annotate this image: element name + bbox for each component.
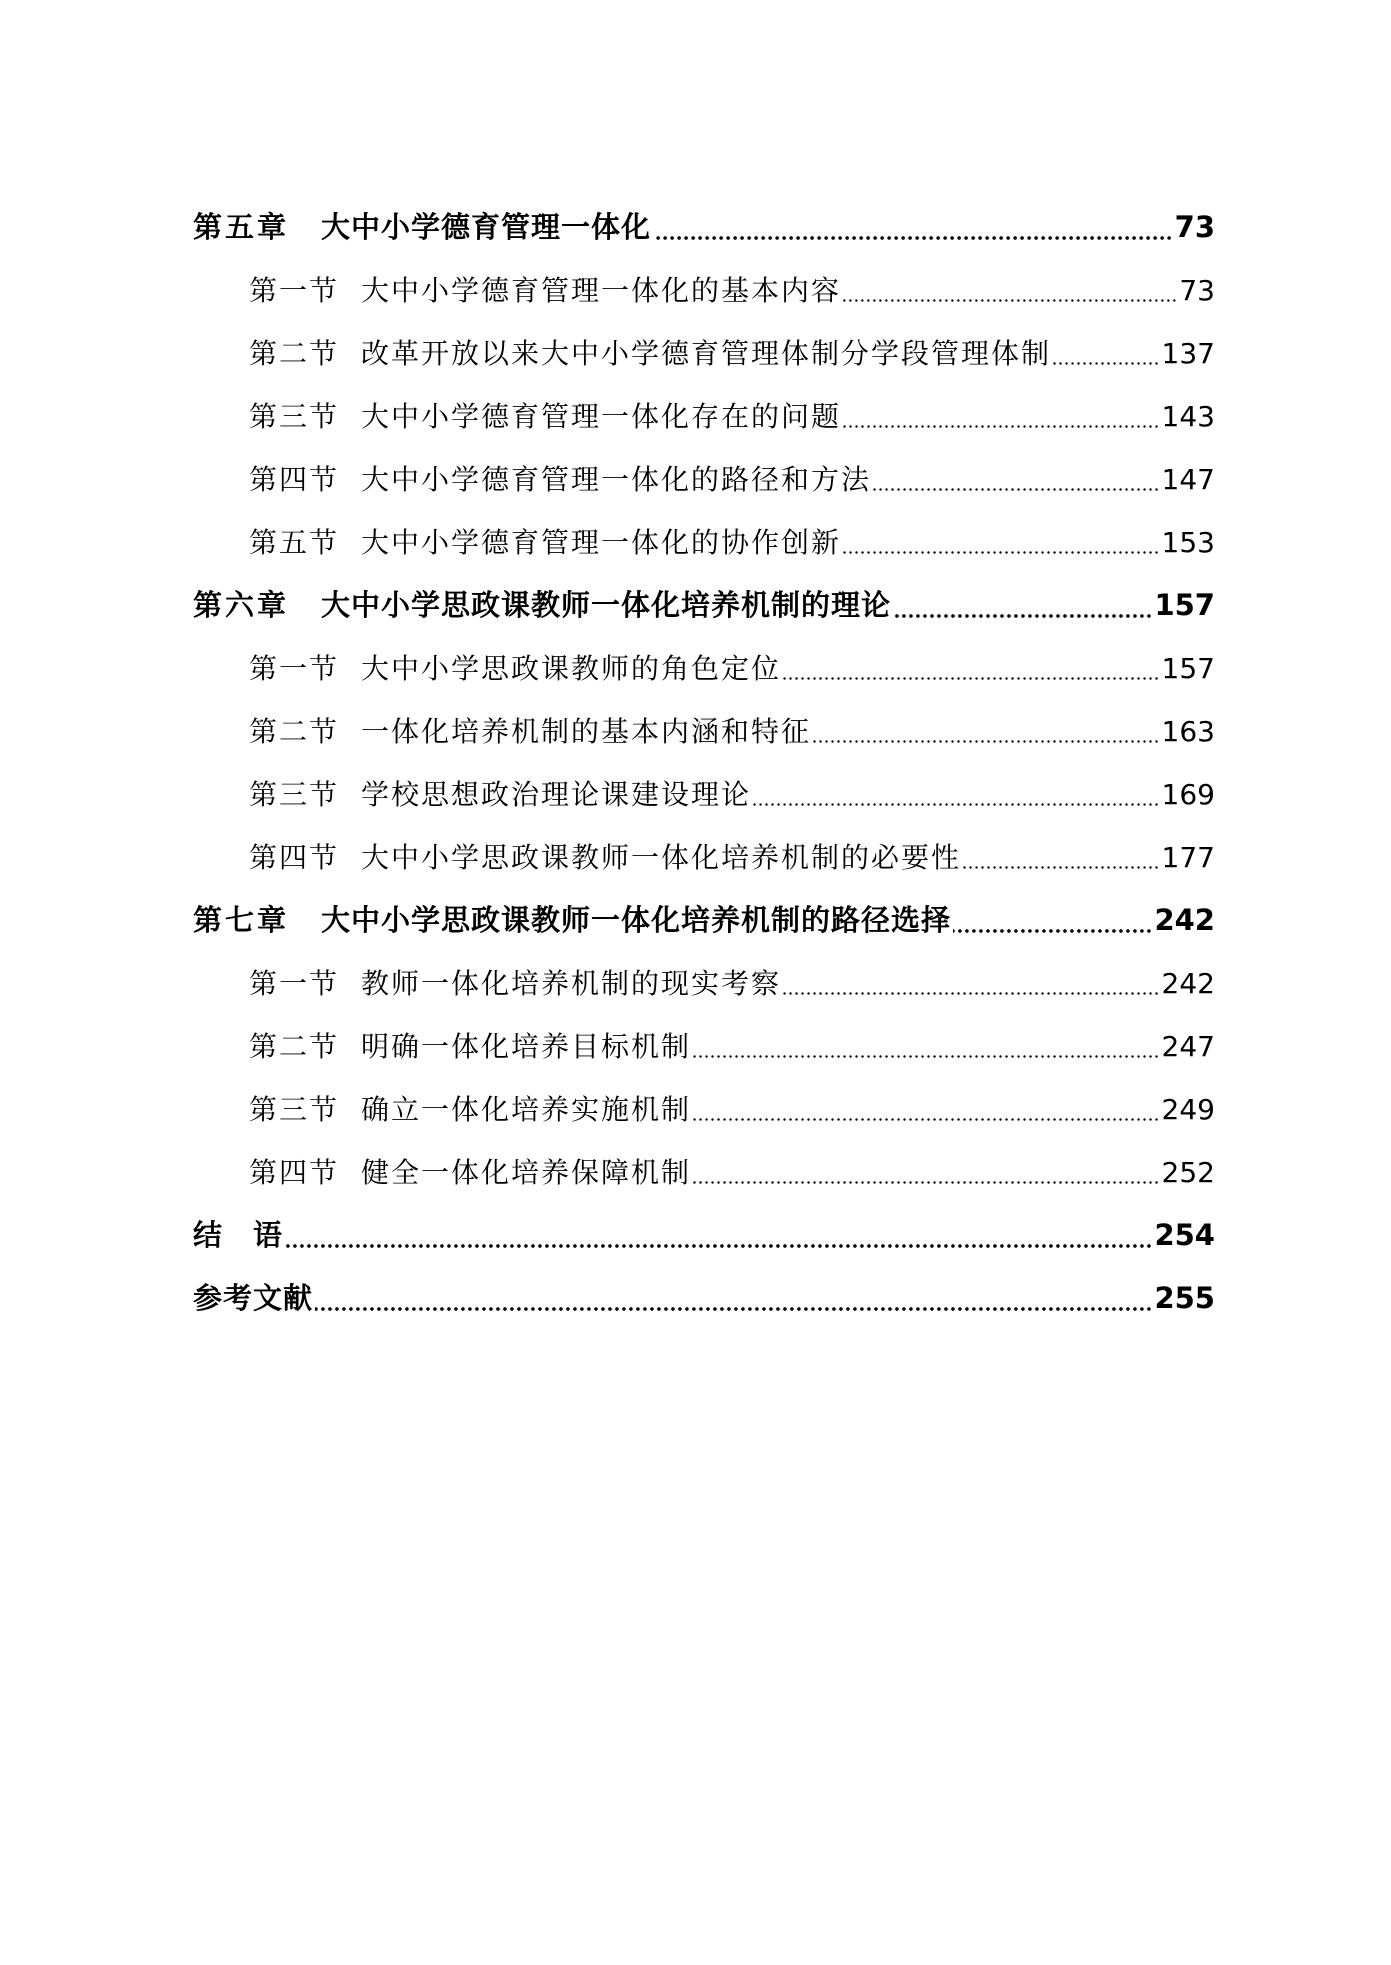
toc-entry-section[interactable]: [193, 700, 1215, 763]
dot-leader: [693, 1181, 1160, 1184]
toc-entry-title: 大中小学德育管理一体化存在的问题: [361, 400, 842, 433]
toc-entry-title: 大中小学德育管理一体化: [321, 210, 652, 244]
toc-entry-number: 第四节: [249, 463, 340, 496]
toc-entry-title: 大中小学德育管理一体化的协作创新: [361, 526, 842, 559]
dot-leader: [843, 551, 1160, 554]
toc-entry-title: 大中小学德育管理一体化的基本内容: [361, 274, 842, 307]
toc-entry-section[interactable]: [193, 637, 1215, 700]
table-of-contents: [193, 196, 1215, 1330]
toc-entry-title: 健全一体化培养保障机制: [361, 1156, 692, 1189]
toc-entry-number: 第七章: [193, 903, 290, 937]
dot-leader: [693, 1055, 1160, 1058]
toc-entry-section[interactable]: [193, 385, 1215, 448]
toc-entry-title: 大中小学德育管理一体化的路径和方法: [361, 463, 872, 496]
toc-entry-page: 163: [1161, 715, 1215, 748]
toc-entry-page: 254: [1154, 1218, 1215, 1252]
toc-entry-number: 第一节: [249, 967, 340, 1000]
toc-entry-title: 教师一体化培养机制的现实考察: [361, 967, 782, 1000]
toc-entry-page: 252: [1161, 1156, 1215, 1189]
toc-entry-title: 大中小学思政课教师一体化培养机制的路径选择: [321, 903, 952, 937]
toc-entry-title: 学校思想政治理论课建设理论: [361, 778, 752, 811]
dot-leader: [315, 1307, 1152, 1311]
dot-leader: [893, 614, 1152, 618]
toc-entry-section[interactable]: [193, 448, 1215, 511]
dot-leader: [783, 992, 1160, 995]
toc-entry-page: 143: [1161, 400, 1215, 433]
toc-entry-section[interactable]: [193, 952, 1215, 1015]
dot-leader: [843, 425, 1160, 428]
toc-entry-page: 73: [1179, 274, 1215, 307]
toc-entry-number: 第一节: [249, 652, 340, 685]
toc-entry-number: 第三节: [249, 778, 340, 811]
toc-entry-chapter[interactable]: [193, 574, 1215, 637]
dot-leader: [693, 1118, 1160, 1121]
toc-entry-number: 第三节: [249, 1093, 340, 1126]
dot-leader: [753, 803, 1160, 806]
toc-entry-number: 第二节: [249, 715, 340, 748]
toc-entry-number: 第五章: [193, 210, 290, 244]
dot-leader: [783, 677, 1160, 680]
dot-leader: [653, 236, 1173, 240]
toc-entry-number: 第六章: [193, 588, 290, 622]
toc-entry-page: 242: [1161, 967, 1215, 1000]
toc-entry-title: 大中小学思政课教师的角色定位: [361, 652, 782, 685]
toc-entry-title: 结 语: [193, 1218, 284, 1252]
toc-entry-title: 参考文献: [193, 1281, 314, 1315]
toc-entry-section[interactable]: [193, 826, 1215, 889]
dot-leader: [873, 488, 1160, 491]
toc-entry-page: 73: [1174, 210, 1215, 244]
toc-entry-references[interactable]: [193, 1267, 1215, 1330]
dot-leader: [1053, 362, 1160, 365]
toc-entry-page: 177: [1161, 841, 1215, 874]
toc-entry-section[interactable]: [193, 763, 1215, 826]
toc-entry-number: 第五节: [249, 526, 340, 559]
toc-entry-page: 242: [1154, 903, 1215, 937]
toc-entry-number: 第一节: [249, 274, 340, 307]
toc-entry-page: 137: [1161, 337, 1215, 370]
toc-entry-title: 明确一体化培养目标机制: [361, 1030, 692, 1063]
toc-entry-conclusion[interactable]: [193, 1204, 1215, 1267]
dot-leader: [813, 740, 1160, 743]
dot-leader: [285, 1244, 1152, 1248]
toc-entry-number: 第三节: [249, 400, 340, 433]
dot-leader: [963, 866, 1160, 869]
toc-entry-number: 第二节: [249, 337, 340, 370]
toc-entry-title: 大中小学思政课教师一体化培养机制的理论: [321, 588, 892, 622]
toc-entry-section[interactable]: [193, 1078, 1215, 1141]
toc-entry-title: 大中小学思政课教师一体化培养机制的必要性: [361, 841, 962, 874]
dot-leader: [843, 299, 1177, 302]
toc-entry-section[interactable]: [193, 511, 1215, 574]
toc-entry-title: 确立一体化培养实施机制: [361, 1093, 692, 1126]
toc-entry-page: 255: [1154, 1281, 1215, 1315]
toc-entry-chapter[interactable]: [193, 196, 1215, 259]
toc-entry-title: 改革开放以来大中小学德育管理体制分学段管理体制: [361, 337, 1052, 370]
toc-entry-number: 第二节: [249, 1030, 340, 1063]
dot-leader: [953, 929, 1152, 933]
toc-entry-section[interactable]: [193, 259, 1215, 322]
toc-entry-title: 一体化培养机制的基本内涵和特征: [361, 715, 812, 748]
toc-entry-page: 247: [1161, 1030, 1215, 1063]
toc-entry-number: 第四节: [249, 841, 340, 874]
toc-entry-section[interactable]: [193, 322, 1215, 385]
toc-entry-chapter[interactable]: [193, 889, 1215, 952]
toc-entry-section[interactable]: [193, 1141, 1215, 1204]
toc-entry-page: 157: [1161, 652, 1215, 685]
toc-entry-page: 147: [1161, 463, 1215, 496]
toc-entry-number: 第四节: [249, 1156, 340, 1189]
toc-entry-page: 169: [1161, 778, 1215, 811]
toc-entry-section[interactable]: [193, 1015, 1215, 1078]
toc-entry-page: 249: [1161, 1093, 1215, 1126]
toc-entry-page: 157: [1154, 588, 1215, 622]
toc-entry-page: 153: [1161, 526, 1215, 559]
